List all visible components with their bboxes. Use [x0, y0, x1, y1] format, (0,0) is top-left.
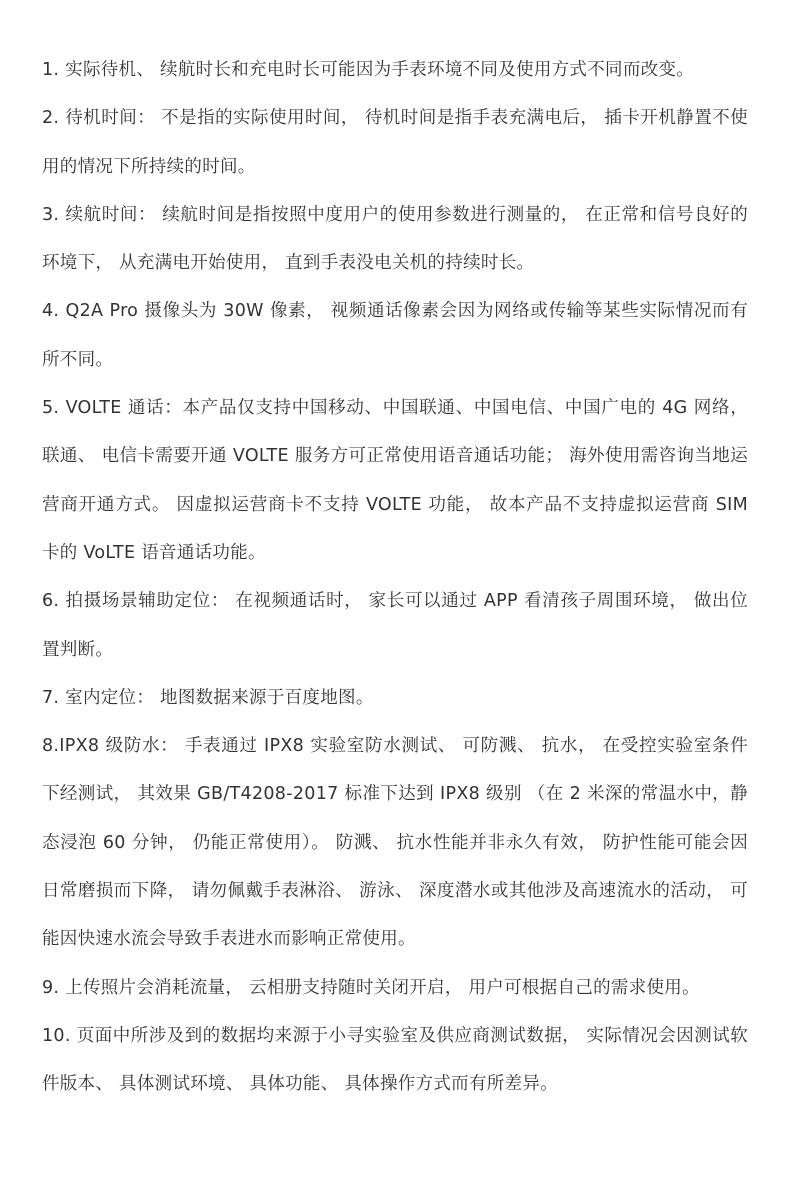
note-battery-life: 3. 续航时间： 续航时间是指按照中度用户的使用参数进行测量的， 在正常和信号良好的环境下， 从充满电开始使用， 直到手表没电关机的持续时长。: [42, 204, 748, 274]
note-waterproof: 8.IPX8 级防水： 手表通过 IPX8 实验室防水测试、 可防溅、 抗水， 在受控实验室条件下经测试， 其效果 GB/T4208-2017 标准下达到 IPX8 级别 （在 2 米深的常温水中，静态浸泡 60 分钟， 仍能正常使用）。 防溅、 抗水性能并非永久有效， 防护性能可能会因日常磨损而下降， 请勿佩戴手表淋浴、 游泳、 深度潜水或其他涉及高速流水的活动， 可能因快速水流会导致手表进水而影响正常使用。: [42, 736, 748, 950]
note-indoor-positioning: 7. 室内定位： 地图数据来源于百度地图。: [42, 687, 374, 708]
disclaimer-notes-list: [42, 46, 748, 1109]
note-standby-battery: 1. 实际待机、 续航时长和充电时长可能因为手表环境不同及使用方式不同而改变。: [42, 60, 695, 80]
note-camera: 4. Q2A Pro 摄像头为 30W 像素， 视频通话像素会因为网络或传输等某些实际情况而有所不同。: [42, 301, 748, 370]
note-data-source: 10. 页面中所涉及到的数据均来源于小寻实验室及供应商测试数据， 实际情况会因测试软件版本、 具体测试环境、 具体功能、 具体操作方式而有所差异。: [42, 1025, 748, 1095]
note-standby-time: 2. 待机时间： 不是指的实际使用时间， 待机时间是指手表充满电后， 插卡开机静置不使用的情况下所持续的时间。: [42, 108, 748, 177]
note-photo-upload: 9. 上传照片会消耗流量， 云相册支持随时关闭开启， 用户可根据自己的需求使用。: [42, 977, 700, 998]
note-volte-calling: 5. VOLTE 通话：本产品仅支持中国移动、中国联通、中国电信、中国广电的 4G 网络，联通、 电信卡需要开通 VOLTE 服务方可正常使用语音通话功能； 海外使用需咨询当地运营商开通方式。 因虚拟运营商卡不支持 VOLTE 功能， 故本产品不支持虚拟运营商 SIM 卡的 VoLTE 语音通话功能。: [42, 398, 748, 563]
note-scene-positioning: 6. 拍摄场景辅助定位： 在视频通话时， 家长可以通过 APP 看清孩子周围环境， 做出位置判断。: [42, 591, 748, 660]
